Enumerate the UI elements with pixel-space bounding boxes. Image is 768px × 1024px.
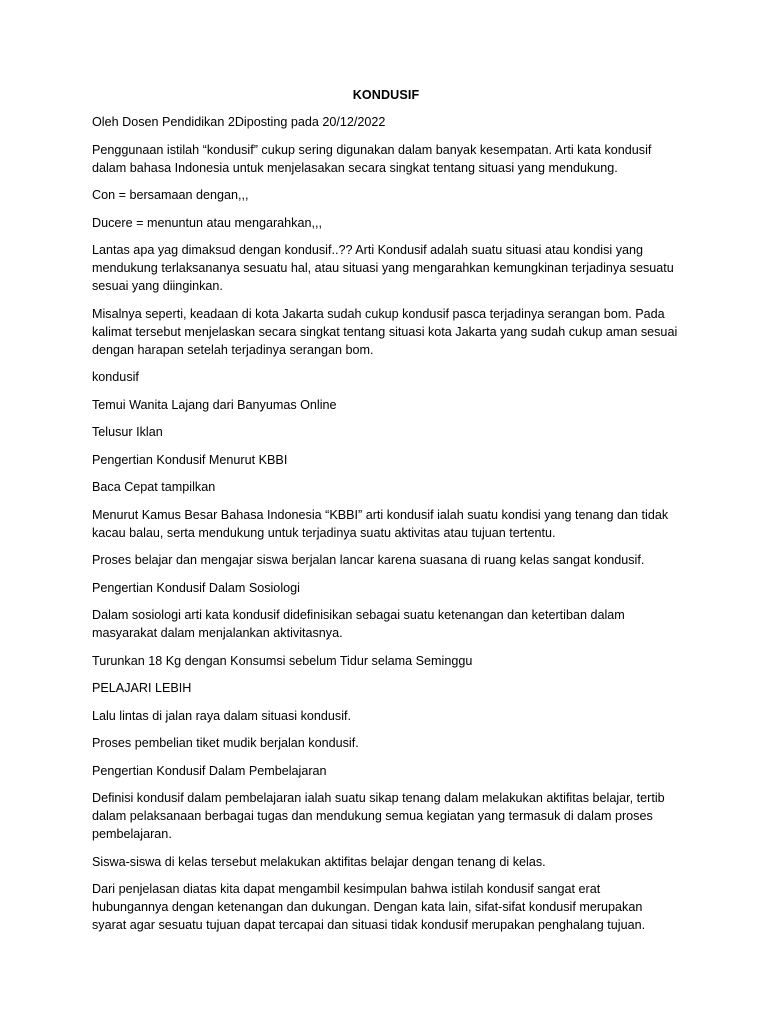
paragraph-intro: Penggunaan istilah “kondusif” cukup sering digunakan dalam banyak kesempatan. Arti kata kondusif dalam bahasa Indonesia untuk menjelasakan secara singkat tentang situasi yang mendukung. [92, 142, 652, 175]
heading-sosiologi: Pengertian Kondusif Dalam Sosiologi [92, 580, 300, 595]
document-body [92, 113, 680, 934]
ad-text-turunkan: Turunkan 18 Kg dengan Konsumsi sebelum Tidur selama Seminggu [92, 653, 473, 668]
paragraph-kbbi-example: Proses belajar dan mengajar siswa berjalan lancar karena suasana di ruang kelas sangat kondusif. [92, 553, 645, 567]
paragraph-siswa: Siswa-siswa di kelas tersebut melakukan aktifitas belajar dengan tenang di kelas. [92, 854, 546, 869]
paragraph-ducere: Ducere = menuntun atau mengarahkan,,, [92, 215, 322, 230]
paragraph-tiket: Proses pembelian tiket mudik berjalan kondusif. [92, 736, 359, 750]
paragraph-kbbi: Menurut Kamus Besar Bahasa Indonesia “KBBI” arti kondusif ialah suatu kondisi yang tenang dan tidak kacau balau, serta mendukung untuk terjadinya suatu aktivitas atau tujuan tertentu. [92, 507, 669, 540]
heading-pembelajaran: Pengertian Kondusif Dalam Pembelajaran [92, 763, 327, 778]
paragraph-lalu-lintas: Lalu lintas di jalan raya dalam situasi kondusif. [92, 708, 352, 723]
ad-label-pelajari: PELAJARI LEBIH [92, 681, 192, 695]
paragraph-kesimpulan: Dari penjelasan diatas kita dapat mengambil kesimpulan bahwa istilah kondusif sangat erat hubungannya dengan ketenangan dan dukungan. Dengan kata lain, sifat-sifat kondusif merupakan syarat agar sesuatu tujuan dapat tercapai dan situasi tidak kondusif merupakan penghalang tujuan. [92, 882, 646, 932]
paragraph-con: Con = bersamaan dengan,,, [92, 188, 249, 202]
paragraph-example: Misalnya seperti, keadaan di kota Jakarta sudah cukup kondusif pasca terjadinya serangan bom. Pada kalimat tersebut menjelaskan secara singkat tentang situasi kota Jakarta yang sudah cukup aman sesuai dengan harapan setelah terjadinya serangan bom. [92, 306, 678, 357]
document-title: KONDUSIF [352, 88, 420, 102]
document-page [92, 86, 680, 944]
heading-kbbi: Pengertian Kondusif Menurut KBBI [92, 452, 288, 467]
paragraph-sosiologi: Dalam sosiologi arti kata kondusif didefinisikan sebagai suatu ketenangan dan ketertiban dalam masyarakat dalam menjalankan aktivitasnya. [92, 608, 625, 640]
byline: Oleh Dosen Pendidikan 2Diposting pada 20/12/2022 [92, 115, 386, 129]
paragraph-pembelajaran: Definisi kondusif dalam pembelajaran ialah suatu sikap tenang dalam melakukan aktifitas belajar, tertib dalam pelaksanaan berbagai tugas dan mendukung semua kegiatan yang termasuk di dalam proses pembelajaran. [92, 791, 665, 841]
ad-label-telusur: Telusur Iklan [92, 425, 163, 439]
paragraph-definition: Lantas apa yag dimaksud dengan kondusif..?? Arti Kondusif adalah suatu situasi atau kondisi yang mendukung terlaksananya sesuatu hal, atau situasi yang mengarahkan kemungkinan terjadinya sesuatu sesuai yang diinginkan. [92, 243, 674, 293]
quick-read-label: Baca Cepat tampilkan [92, 480, 216, 494]
ad-text-wanita: Temui Wanita Lajang dari Banyumas Online [92, 397, 337, 412]
paragraph-keyword: kondusif [92, 370, 139, 384]
